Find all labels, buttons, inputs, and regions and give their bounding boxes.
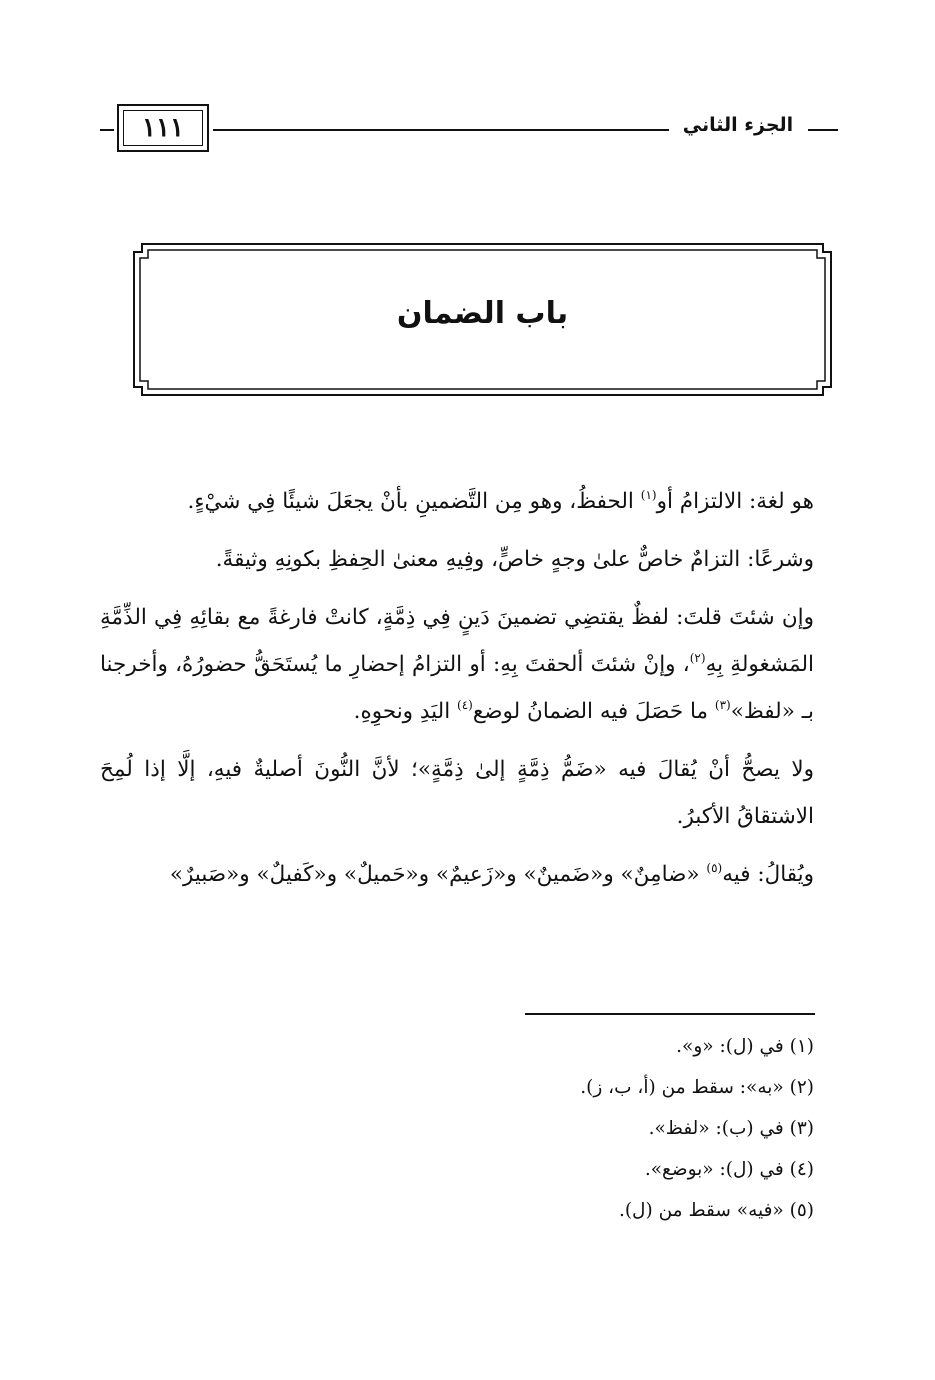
paragraph-synonyms: [100, 851, 814, 898]
text-run: «ضامِنٌ» و«ضَمينٌ» و«زَعيمٌ» و«حَميلٌ» و«كَفيلٌ» و«صَبيرٌ»: [169, 862, 707, 887]
paragraph-legal-definition: [100, 536, 814, 583]
footnote-marker-5: (٥): [706, 861, 723, 875]
footnote-5: (٥) «فيه» سقط من (ل).: [618, 1200, 814, 1221]
footnote-separator: [525, 1013, 815, 1015]
header-rule-middle: [213, 129, 669, 131]
footnotes: [300, 1026, 814, 1231]
footnote-2: (٢) «به»: سقط من (أ، ب، ز).: [580, 1077, 814, 1098]
chapter-title: باب الضمان: [396, 296, 569, 331]
text-run: اليَدِ ونحوِهِ.: [353, 699, 458, 724]
page-number: ١١١: [123, 110, 203, 146]
main-text: [100, 478, 814, 909]
footnote-marker-3: (٣): [714, 698, 731, 712]
footnote-3: (٣) في (ب): «لفظ».: [648, 1118, 814, 1139]
text-run: ما حَصَلَ فيه الضمانُ لوضع: [472, 699, 715, 724]
footnote-marker-2: (٢): [689, 651, 706, 665]
text-run: ولا يصحُّ أنْ يُقالَ فيه «ضَمُّ ذِمَّةٍ إلىٰ ذِمَّةٍ»؛ لأنَّ النُّونَ أصليةٌ فيهِ، إلَّا إذا لُمِحَ الاشتقاقُ الأكبرُ.: [100, 757, 814, 829]
text-run: وإن شئتَ قلتَ: لفظٌ يقتضِي تضمينَ دَينٍ فِي ذِمَّةٍ، كانتْ فارغةً مع بقائِهِ فِي الذِّمَّةِ المَشغولةِ بِهِ: [100, 605, 814, 677]
text-run: الحفظُ، وهو مِن التَّضمينِ بأنْ يجعَلَ شيئًا فِي شيْءٍ.: [187, 489, 641, 514]
footnote-marker-4: (٤): [457, 698, 473, 712]
footnote-marker-1: (١): [640, 488, 657, 502]
text-run: هو لغة: الالتزامُ أو: [656, 489, 814, 514]
footnote-1: (١) في (ل): «و».: [676, 1036, 814, 1057]
text-run: ويُقالُ: فيه: [722, 862, 814, 887]
header-rule-left: [100, 129, 114, 131]
paragraph-linguistic-definition: [100, 478, 814, 525]
chapter-title-frame: [132, 242, 833, 397]
text-run: ، وإنْ شئتَ ألحقتَ بِهِ: أو التزامُ إحضارِ ما يُستَحَقُّ حضورُهُ، وأخرجنا بـ «لفظ»: [100, 652, 814, 724]
running-title: الجزء الثاني: [682, 114, 794, 136]
paragraph-derivation-note: [100, 746, 814, 840]
footnote-4: (٤) في (ل): «بوضع».: [644, 1159, 814, 1180]
paragraph-alternative-definition: [100, 594, 814, 735]
text-run: وشرعًا: التزامٌ خاصٌّ علىٰ وجهٍ خاصٍّ، وفِيهِ معنىٰ الحِفظِ بكونِهِ وثيقةً.: [215, 547, 814, 572]
page-number-box: [117, 104, 209, 152]
header-rule-right: [808, 129, 838, 131]
